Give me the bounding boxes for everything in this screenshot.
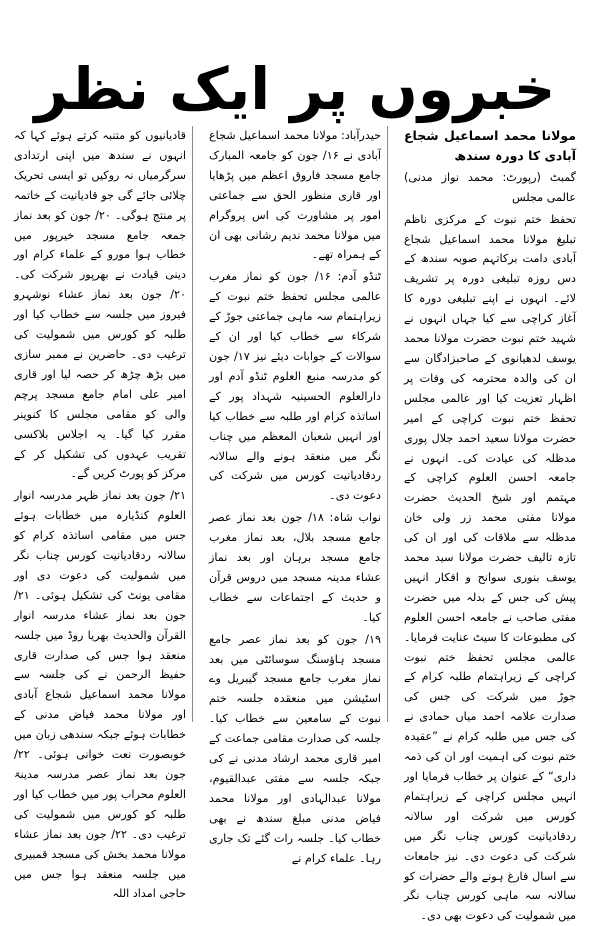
article-paragraph: ۱۹/ جون کو بعد نماز عصر جامع مسجد ہاؤسنگ سوسائٹی میں بعد نماز مغرب جامع مسجد گیبریل وے اسٹیشن میں منعقدہ جلسہ ختم نبوت کے سامعین سے خطاب کیا۔ جلسہ کی صدارت مقامی جماعت کے امیر قاری محمد ارشاد مدنی نے کی جبکہ جلسہ سے مفتی عبدالقیوم، مولانا عبدالہادی اور مولانا محمد فیاض مدنی مبلغ سندھ نے بھی خطاب کیا۔ جلسہ رات گئے تک جاری رہا۔ علماء کرام نے xyxy=(209,632,381,865)
article-paragraph: ۲۱/ جون بعد نماز ظہر مدرسہ انوار العلوم کنڈیارہ میں خطابات ہوئے جس میں مقامی اساتذہ کرام کو سالانہ ردقادیانیت کورس چناب نگر میں شمولیت کی دعوت دی اور مقامی یونٹ کی تشکیل ہوئی۔ ۲۱/ جون بعد نماز عشاء مدرسہ انوار القرآن والحدیث بھریا روڈ میں جلسہ منعقد ہوا جس کی صدارت قاری حفیظ الرحمن نے کی جلسہ سے مولانا محمد اسماعیل شجاع آبادی اور مولانا محمد فیاض مدنی کے خطابات ہوئے جبکہ سندھی زبان میں خوبصورت نعت خوانی ہوئی۔ ۲۲/ جون بعد نماز عصر مدرسہ مدینۃ العلوم محراب پور میں خطاب کیا اور طلبہ کو کورس میں شمولیت کی ترغیب دی۔ ۲۲/ جون بعد نماز عشاء مولانا محمد بخش کی مسجد قمبیری میں جلسہ منعقد ہوا جس میں حاجی امداد اللہ xyxy=(14,489,186,901)
masthead xyxy=(22,48,568,130)
masthead-title: خبروں پر ایک نظر xyxy=(34,55,556,123)
article-paragraph: ٹنڈو آدم: ۱۶/ جون کو نماز مغرب عالمی مجلس تحفظ ختم نبوت کے زیراہتمام سہ ماہی جماعتی جوڑ کے شرکاء سے خطاب کیا اور ان کے سوالات کے جوابات دیئے نیز ۱۷/ جون کو مدرسہ منبع العلوم ٹنڈو آدم اور دارالعلوم الحسینیہ شہداد پور کے اساتذہ کرام اور طلبہ سے خطاب کیا اور انہیں شعبان المعظم میں چناب نگر میں منعقد ہونے والے سالانہ ردقادیانیت کورس میں شرکت کی دعوت دی۔ xyxy=(209,270,381,503)
article-paragraph: تحفظ ختم نبوت کے مرکزی ناظم تبلیغ مولانا محمد اسماعیل شجاع آبادی دامت برکاتہم صوبہ سندھ کے دس روزہ تبلیغی دورہ پر تشریف لائے۔ انہوں نے اپنے تبلیغی دورہ کا آغاز کراچی سے کیا جہاں انہوں نے شہید ختم نبوت حضرت مولانا محمد یوسف لدھیانوی کے صاحبزادگان سے ان کی والدہ محترمہ کی وفات پر اظہار تعزیت کیا اور عالمی مجلس تحفظ ختم نبوت کراچی کے امیر حضرت مولانا سعید احمد جلال پوری مدظلہ کی عیادت کی۔ انہوں نے جامعہ احسن العلوم کراچی کے مہتمم اور شیخ الحدیث حضرت مولانا مفتی محمد زر ولی خان مدظلہ سے ملاقات کی اور ان کی تازہ تالیف حضرت مولانا سید محمد یوسف بنوری سوانح و افکار انہیں پیش کی جس کے بدلہ میں حضرت مفتی صاحب نے جامعہ احسن العلوم کی مطبوعات کا سیٹ عنایت فرمایا۔ عالمی مجلس تحفظ ختم نبوت کراچی کے زیراہتمام طلبہ کرام کے جوڑ میں شرکت کی جس کی صدارت علامہ احمد میاں حمادی نے کی جس میں طلبہ کرام نے ”عقیدہ ختم نبوت کی اہمیت اور ان کی ذمہ داری“ کے عنوان پر خطاب فرمایا اور انہیں مجلس کراچی کے زیراہتمام کورس میں شرکت اور سالانہ ردقادیانیت کورس چناب نگر میں شرکت کی دعوت دی۔ نیز جامعات سے اسال فارغ ہونے والے حضرات کو سالانہ سہ ماہی کورس چناب نگر میں شمولیت کی دعوت بھی دی۔ xyxy=(404,212,576,923)
column-divider xyxy=(387,126,388,722)
article-column-left xyxy=(14,126,186,901)
article-paragraph: نواب شاہ: ۱۸/ جون بعد نماز عصر جامع مسجد بلال، بعد نماز مغرب جامع مسجد برہان اور بعد نماز عشاء مدینہ مسجد میں دروس قرآن و حدیث کے اجتماعات سے خطاب کیا۔ xyxy=(209,511,381,624)
article-column-middle xyxy=(209,126,381,865)
article-paragraph: حیدرآباد: مولانا محمد اسماعیل شجاع آبادی نے ۱۶/ جون کو جامعہ المبارک جامع مسجد فاروق اعظم میں پڑھایا اور قاری منظور الحق سے جماعتی امور پر مشاورت کی اس پروگرام میں مولانا محمد ندیم رشانی بھی ان کے ہمراہ تھے۔ xyxy=(209,129,381,262)
article-column-right xyxy=(404,126,576,923)
article-byline: گمبٹ (رپورٹ: محمد نواز مدنی) عالمی مجلس xyxy=(404,170,576,204)
article-paragraph: قادیانیوں کو متنبہ کرتے ہوئے کہا کہ انہوں نے سندھ میں اپنی ارتدادی سرگرمیاں نہ روکیں تو ایسی تحریک چلائی جائے گی جو قادیانیت کے خاتمہ پر منتج ہوگی۔ ۲۰/ جون کو بعد نماز جمعہ جامع مسجد خیرپور میں خطاب ہوا مورو کے علماء کرام اور دینی قیادت نے بھرپور شرکت کی۔ ۲۰/ جون بعد نماز عشاء نوشہرو فیروز میں جلسہ سے خطاب کیا اور طلبہ کو کورس میں شمولیت کی ترغیب دی۔ حاضرین نے ممبر سازی میں بڑھ چڑھ کر حصہ لیا اور قاری امیر علی امام جامع مسجد پرچم والی کو مقامی مجلس کا کنوینر مقرر کیا گیا۔ یہ اجلاس بلاکسی تقریب عہدوں کی تشکیل کر کے مرکز کو پورٹ کریں گے۔ xyxy=(14,129,186,481)
article-headline: مولانا محمد اسماعیل شجاع آبادی کا دورہ سندھ xyxy=(404,128,576,163)
column-divider xyxy=(192,126,193,722)
